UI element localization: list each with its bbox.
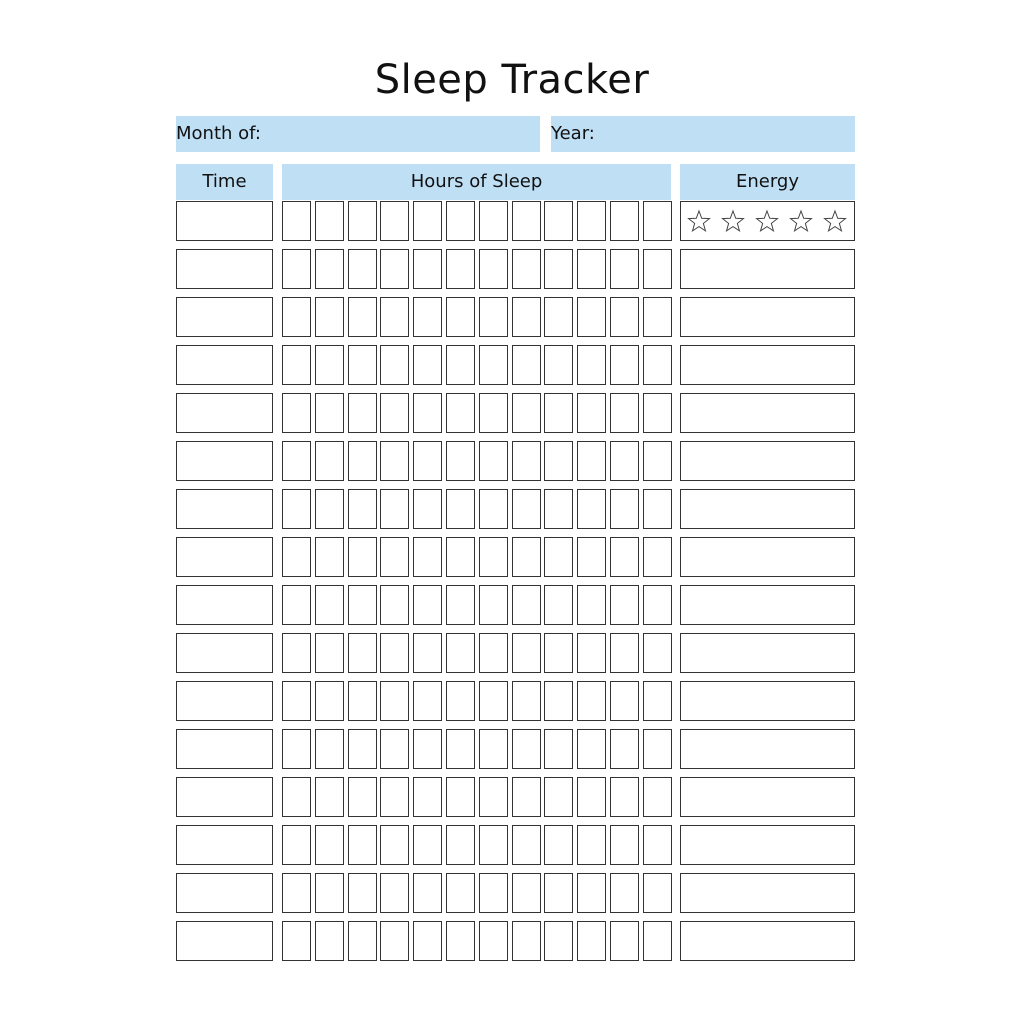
hour-box[interactable]: [380, 633, 409, 673]
hour-box[interactable]: [479, 537, 508, 577]
hour-box[interactable]: [348, 249, 377, 289]
hour-box[interactable]: [282, 297, 311, 337]
hour-box[interactable]: [282, 873, 311, 913]
hour-box[interactable]: [348, 489, 377, 529]
hour-box[interactable]: [577, 297, 606, 337]
hour-box[interactable]: [446, 825, 475, 865]
hour-box[interactable]: [544, 345, 573, 385]
year-field[interactable]: Year:: [551, 116, 855, 152]
hour-box[interactable]: [413, 345, 442, 385]
hour-box[interactable]: [282, 585, 311, 625]
hour-box[interactable]: [446, 489, 475, 529]
hour-box[interactable]: [282, 633, 311, 673]
hour-box[interactable]: [610, 825, 639, 865]
hour-box[interactable]: [544, 633, 573, 673]
hour-box[interactable]: [413, 921, 442, 961]
hour-box[interactable]: [380, 489, 409, 529]
hour-box[interactable]: [643, 729, 672, 769]
time-cell[interactable]: [176, 825, 273, 865]
hour-box[interactable]: [413, 393, 442, 433]
hour-box[interactable]: [479, 201, 508, 241]
energy-cell[interactable]: [680, 777, 855, 817]
hour-box[interactable]: [544, 681, 573, 721]
time-cell[interactable]: [176, 729, 273, 769]
hour-box[interactable]: [643, 537, 672, 577]
star-outline-icon[interactable]: [791, 211, 812, 231]
column-header-energy: Energy: [680, 164, 855, 200]
hour-box[interactable]: [610, 345, 639, 385]
hour-box[interactable]: [446, 537, 475, 577]
hour-box[interactable]: [544, 537, 573, 577]
hour-box[interactable]: [380, 393, 409, 433]
hour-box[interactable]: [446, 393, 475, 433]
hour-box[interactable]: [446, 441, 475, 481]
hour-box[interactable]: [380, 345, 409, 385]
hour-box[interactable]: [315, 825, 344, 865]
hour-box[interactable]: [577, 393, 606, 433]
hour-box[interactable]: [446, 873, 475, 913]
hour-box[interactable]: [610, 489, 639, 529]
hour-box[interactable]: [380, 585, 409, 625]
hour-box[interactable]: [512, 249, 541, 289]
time-cell[interactable]: [176, 585, 273, 625]
time-cell[interactable]: [176, 297, 273, 337]
hour-box[interactable]: [446, 777, 475, 817]
hour-box[interactable]: [282, 489, 311, 529]
hour-box[interactable]: [348, 681, 377, 721]
hour-box[interactable]: [315, 585, 344, 625]
hour-box[interactable]: [446, 345, 475, 385]
hour-box[interactable]: [348, 777, 377, 817]
hour-box[interactable]: [643, 393, 672, 433]
energy-cell[interactable]: [680, 441, 855, 481]
time-cell[interactable]: [176, 921, 273, 961]
hour-box[interactable]: [577, 873, 606, 913]
hour-box[interactable]: [479, 921, 508, 961]
hour-box[interactable]: [512, 345, 541, 385]
hour-box[interactable]: [413, 777, 442, 817]
hour-box[interactable]: [479, 681, 508, 721]
hour-box[interactable]: [282, 441, 311, 481]
hour-box[interactable]: [544, 825, 573, 865]
energy-cell[interactable]: [680, 345, 855, 385]
hour-box[interactable]: [512, 729, 541, 769]
hour-box[interactable]: [610, 297, 639, 337]
hour-box[interactable]: [380, 825, 409, 865]
hour-box[interactable]: [348, 201, 377, 241]
hour-box[interactable]: [315, 441, 344, 481]
hour-box[interactable]: [380, 297, 409, 337]
hour-box[interactable]: [348, 585, 377, 625]
hour-box[interactable]: [348, 297, 377, 337]
hour-box[interactable]: [512, 393, 541, 433]
hour-box[interactable]: [577, 441, 606, 481]
hour-box[interactable]: [315, 873, 344, 913]
page-title: Sleep Tracker: [374, 57, 650, 103]
hour-box[interactable]: [315, 393, 344, 433]
hour-box[interactable]: [315, 345, 344, 385]
hour-box[interactable]: [446, 633, 475, 673]
hour-box[interactable]: [610, 921, 639, 961]
hour-box[interactable]: [610, 441, 639, 481]
hour-box[interactable]: [610, 249, 639, 289]
time-cell[interactable]: [176, 537, 273, 577]
energy-cell[interactable]: [680, 393, 855, 433]
hour-box[interactable]: [610, 633, 639, 673]
hour-box[interactable]: [610, 681, 639, 721]
hour-box[interactable]: [643, 825, 672, 865]
hour-box[interactable]: [282, 249, 311, 289]
hour-box[interactable]: [643, 777, 672, 817]
hour-box[interactable]: [348, 873, 377, 913]
hour-box[interactable]: [315, 489, 344, 529]
hour-box[interactable]: [479, 777, 508, 817]
hour-box[interactable]: [577, 825, 606, 865]
hour-box[interactable]: [512, 441, 541, 481]
hour-box[interactable]: [380, 249, 409, 289]
hour-box[interactable]: [577, 249, 606, 289]
star-outline-icon[interactable]: [825, 211, 846, 231]
column-header-hours: Hours of Sleep: [282, 164, 671, 200]
hour-box[interactable]: [577, 633, 606, 673]
hour-box[interactable]: [512, 633, 541, 673]
hour-box[interactable]: [479, 873, 508, 913]
hour-box[interactable]: [348, 345, 377, 385]
hour-box[interactable]: [282, 681, 311, 721]
hour-box[interactable]: [544, 873, 573, 913]
hour-box[interactable]: [577, 681, 606, 721]
hour-box[interactable]: [380, 441, 409, 481]
hour-box[interactable]: [512, 825, 541, 865]
hour-box[interactable]: [544, 249, 573, 289]
hour-box[interactable]: [315, 921, 344, 961]
hour-box[interactable]: [577, 537, 606, 577]
hour-box[interactable]: [479, 393, 508, 433]
energy-cell[interactable]: [680, 729, 855, 769]
hour-box[interactable]: [577, 489, 606, 529]
hour-box[interactable]: [315, 681, 344, 721]
time-cell[interactable]: [176, 441, 273, 481]
hour-box[interactable]: [577, 345, 606, 385]
time-cell[interactable]: [176, 249, 273, 289]
hour-box[interactable]: [479, 441, 508, 481]
time-cell[interactable]: [176, 489, 273, 529]
hour-box[interactable]: [643, 873, 672, 913]
hour-box[interactable]: [413, 537, 442, 577]
hour-box[interactable]: [315, 729, 344, 769]
hour-box[interactable]: [315, 777, 344, 817]
energy-cell[interactable]: [680, 537, 855, 577]
hour-box[interactable]: [282, 777, 311, 817]
hour-box[interactable]: [610, 873, 639, 913]
hour-box[interactable]: [413, 873, 442, 913]
hour-box[interactable]: [348, 921, 377, 961]
energy-rating[interactable]: [681, 202, 854, 240]
hour-box[interactable]: [544, 393, 573, 433]
hour-box[interactable]: [348, 441, 377, 481]
hour-box[interactable]: [643, 345, 672, 385]
hour-box[interactable]: [544, 489, 573, 529]
hour-box[interactable]: [446, 681, 475, 721]
hour-box[interactable]: [380, 681, 409, 721]
hour-box[interactable]: [512, 873, 541, 913]
hour-box[interactable]: [512, 489, 541, 529]
hour-box[interactable]: [348, 729, 377, 769]
hour-box[interactable]: [282, 393, 311, 433]
hour-box[interactable]: [446, 921, 475, 961]
hour-box[interactable]: [577, 921, 606, 961]
hour-box[interactable]: [577, 777, 606, 817]
hour-box[interactable]: [479, 345, 508, 385]
hour-box[interactable]: [610, 777, 639, 817]
energy-cell[interactable]: [680, 825, 855, 865]
hour-box[interactable]: [544, 777, 573, 817]
hour-box[interactable]: [446, 297, 475, 337]
hour-box[interactable]: [446, 201, 475, 241]
hour-box[interactable]: [643, 681, 672, 721]
hour-box[interactable]: [348, 825, 377, 865]
hour-box[interactable]: [348, 537, 377, 577]
hour-box[interactable]: [479, 633, 508, 673]
hour-box[interactable]: [413, 489, 442, 529]
hour-box[interactable]: [413, 729, 442, 769]
hour-box[interactable]: [643, 201, 672, 241]
hour-box[interactable]: [544, 921, 573, 961]
hour-box[interactable]: [282, 921, 311, 961]
energy-cell[interactable]: [680, 681, 855, 721]
star-outline-icon[interactable]: [723, 211, 744, 231]
hour-box[interactable]: [643, 297, 672, 337]
energy-cell[interactable]: [680, 489, 855, 529]
hour-box[interactable]: [380, 921, 409, 961]
energy-cell[interactable]: [680, 633, 855, 673]
hour-box[interactable]: [512, 681, 541, 721]
hour-box[interactable]: [413, 681, 442, 721]
time-cell[interactable]: [176, 777, 273, 817]
hour-box[interactable]: [413, 441, 442, 481]
hour-box[interactable]: [380, 201, 409, 241]
hour-box[interactable]: [512, 537, 541, 577]
hour-box[interactable]: [544, 729, 573, 769]
time-cell[interactable]: [176, 393, 273, 433]
hour-box[interactable]: [282, 345, 311, 385]
hour-box[interactable]: [479, 489, 508, 529]
hour-box[interactable]: [413, 585, 442, 625]
hour-box[interactable]: [643, 249, 672, 289]
time-cell[interactable]: [176, 345, 273, 385]
time-cell[interactable]: [176, 681, 273, 721]
star-outline-icon[interactable]: [689, 211, 710, 231]
energy-cell[interactable]: [680, 921, 855, 961]
hour-box[interactable]: [315, 537, 344, 577]
hour-box[interactable]: [380, 537, 409, 577]
hour-box[interactable]: [380, 729, 409, 769]
hour-box[interactable]: [479, 585, 508, 625]
hour-box[interactable]: [577, 729, 606, 769]
hour-box[interactable]: [479, 825, 508, 865]
hour-box[interactable]: [610, 201, 639, 241]
hour-box[interactable]: [413, 201, 442, 241]
hour-box[interactable]: [544, 441, 573, 481]
energy-cell[interactable]: [680, 201, 855, 241]
hour-box[interactable]: [577, 201, 606, 241]
month-field[interactable]: Month of:: [176, 116, 540, 152]
hour-box[interactable]: [512, 201, 541, 241]
hour-box[interactable]: [512, 921, 541, 961]
hour-box[interactable]: [282, 537, 311, 577]
time-cell[interactable]: [176, 633, 273, 673]
hour-box[interactable]: [610, 537, 639, 577]
hour-box[interactable]: [282, 729, 311, 769]
hour-box[interactable]: [479, 729, 508, 769]
time-cell[interactable]: [176, 873, 273, 913]
hour-box[interactable]: [282, 825, 311, 865]
hour-box[interactable]: [512, 297, 541, 337]
hour-box[interactable]: [610, 393, 639, 433]
column-header-time: Time: [176, 164, 273, 200]
hour-box[interactable]: [512, 585, 541, 625]
energy-cell[interactable]: [680, 249, 855, 289]
hour-box[interactable]: [380, 777, 409, 817]
hour-box[interactable]: [315, 201, 344, 241]
hour-box[interactable]: [348, 633, 377, 673]
energy-cell[interactable]: [680, 585, 855, 625]
hour-box[interactable]: [643, 921, 672, 961]
hour-box[interactable]: [315, 249, 344, 289]
hour-box[interactable]: [479, 297, 508, 337]
energy-cell[interactable]: [680, 873, 855, 913]
hour-box[interactable]: [380, 873, 409, 913]
hour-box[interactable]: [446, 729, 475, 769]
hour-box[interactable]: [413, 249, 442, 289]
time-cell[interactable]: [176, 201, 273, 241]
hour-box[interactable]: [413, 825, 442, 865]
hour-box[interactable]: [610, 729, 639, 769]
hour-box[interactable]: [577, 585, 606, 625]
hour-box[interactable]: [544, 585, 573, 625]
hour-box[interactable]: [610, 585, 639, 625]
hour-box[interactable]: [282, 201, 311, 241]
star-outline-icon[interactable]: [757, 211, 778, 231]
hour-box[interactable]: [479, 249, 508, 289]
hour-box[interactable]: [315, 633, 344, 673]
hour-box[interactable]: [413, 297, 442, 337]
hour-box[interactable]: [643, 489, 672, 529]
hour-box[interactable]: [446, 249, 475, 289]
hour-box[interactable]: [643, 633, 672, 673]
hour-box[interactable]: [348, 393, 377, 433]
hour-box[interactable]: [544, 201, 573, 241]
hour-box[interactable]: [413, 633, 442, 673]
hour-box[interactable]: [544, 297, 573, 337]
hour-box[interactable]: [643, 441, 672, 481]
hour-box[interactable]: [512, 777, 541, 817]
hour-box[interactable]: [315, 297, 344, 337]
energy-cell[interactable]: [680, 297, 855, 337]
hour-box[interactable]: [643, 585, 672, 625]
hour-box[interactable]: [446, 585, 475, 625]
